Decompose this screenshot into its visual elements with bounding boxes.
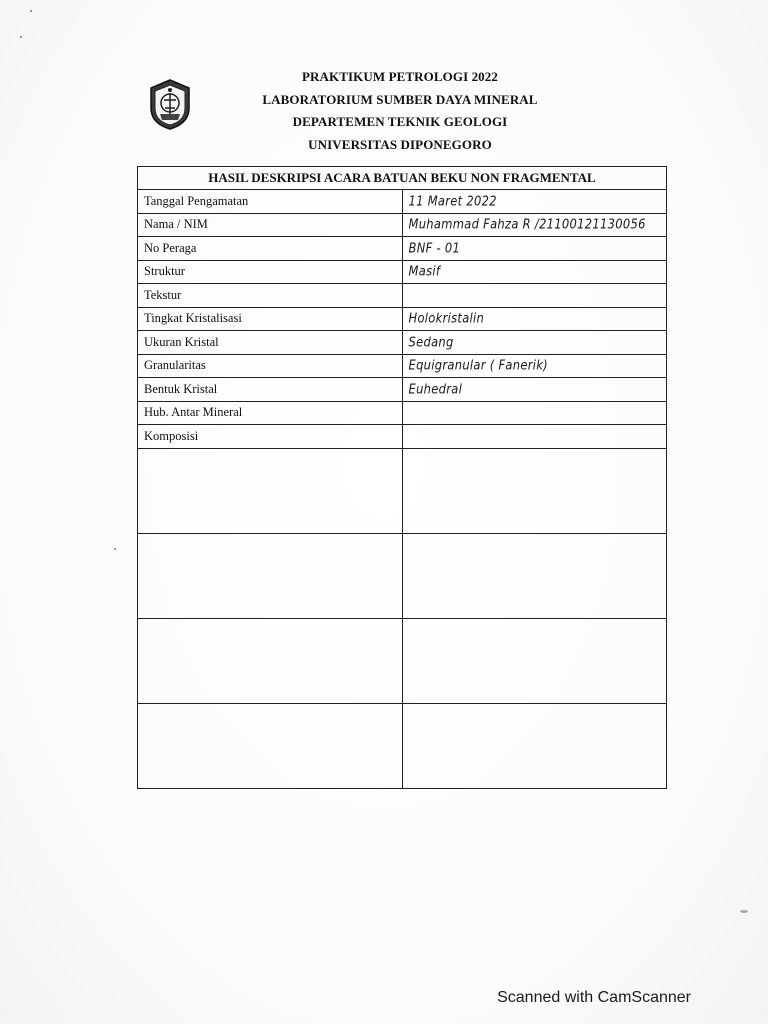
row-value-field[interactable] (402, 284, 667, 308)
row-label: Struktur (138, 260, 403, 284)
row-value-field[interactable] (402, 425, 667, 449)
row-label: Tekstur (138, 284, 403, 308)
form-row-hub-antar-mineral (138, 401, 667, 425)
scan-speck (114, 548, 116, 550)
header-laboratory: LABORATORIUM SUMBER DAYA MINERAL (262, 91, 538, 107)
header-department: DEPARTEMEN TEKNIK GEOLOGI (292, 114, 508, 129)
form-row-tingkat-kristalisasi (138, 307, 667, 331)
row-value-field[interactable] (402, 213, 667, 237)
row-value-field[interactable] (402, 354, 667, 378)
camscanner-watermark: Scanned with CamScanner (497, 989, 691, 1006)
document-header (150, 66, 650, 156)
blank-row (138, 448, 667, 533)
row-label: Tingkat Kristalisasi (138, 307, 403, 331)
blank-value-cell[interactable] (402, 448, 667, 533)
row-label: No Peraga (138, 237, 403, 261)
handwritten-value: Muhammad Fahza R /21100121130056 (408, 216, 646, 233)
handwritten-value: 11 Maret 2022 (408, 192, 497, 209)
blank-label-cell[interactable] (138, 533, 403, 618)
blank-value-cell[interactable] (402, 703, 667, 788)
form-title: HASIL DESKRIPSI ACARA BATUAN BEKU NON FRAGMENTAL (138, 167, 667, 190)
row-value-field[interactable] (402, 307, 667, 331)
row-label: Hub. Antar Mineral (138, 401, 403, 425)
row-label: Granularitas (138, 354, 403, 378)
scan-speck (30, 10, 32, 12)
row-value-field[interactable] (402, 260, 667, 284)
form-row-struktur (138, 260, 667, 284)
row-label: Komposisi (138, 425, 403, 449)
blank-row (138, 533, 667, 618)
form-row-nama-nim (138, 213, 667, 237)
blank-label-cell[interactable] (138, 448, 403, 533)
form-row-granularitas (138, 354, 667, 378)
blank-value-cell[interactable] (402, 533, 667, 618)
blank-row (138, 703, 667, 788)
handwritten-value: Masif (408, 263, 441, 280)
form-row-bentuk-kristal (138, 378, 667, 402)
handwritten-value: Equigranular ( Fanerik) (408, 357, 548, 374)
scan-speck (20, 36, 22, 38)
row-value-field[interactable] (402, 401, 667, 425)
handwritten-value: Sedang (408, 333, 454, 350)
scan-speck (740, 910, 748, 913)
row-value-field[interactable] (402, 190, 667, 214)
form-row-ukuran-kristal (138, 331, 667, 355)
row-value-field[interactable] (402, 331, 667, 355)
form-row-no-peraga (138, 237, 667, 261)
row-label: Tanggal Pengamatan (138, 190, 403, 214)
row-label: Ukuran Kristal (138, 331, 403, 355)
header-university: UNIVERSITAS DIPONEGORO (308, 136, 492, 152)
form-row-tekstur (138, 284, 667, 308)
row-label: Bentuk Kristal (138, 378, 403, 402)
blank-label-cell[interactable] (138, 703, 403, 788)
blank-row (138, 618, 667, 703)
blank-value-cell[interactable] (402, 618, 667, 703)
row-label: Nama / NIM (138, 213, 403, 237)
row-value-field[interactable] (402, 237, 667, 261)
form-row-komposisi (138, 425, 667, 449)
row-value-field[interactable] (402, 378, 667, 402)
handwritten-value: Euhedral (408, 380, 463, 397)
description-form-table (137, 166, 667, 789)
header-course-title: PRAKTIKUM PETROLOGI 2022 (302, 69, 498, 84)
form-row-tanggal (138, 190, 667, 214)
handwritten-value: Holokristalin (408, 310, 485, 327)
blank-label-cell[interactable] (138, 618, 403, 703)
handwritten-value: BNF - 01 (408, 239, 461, 256)
